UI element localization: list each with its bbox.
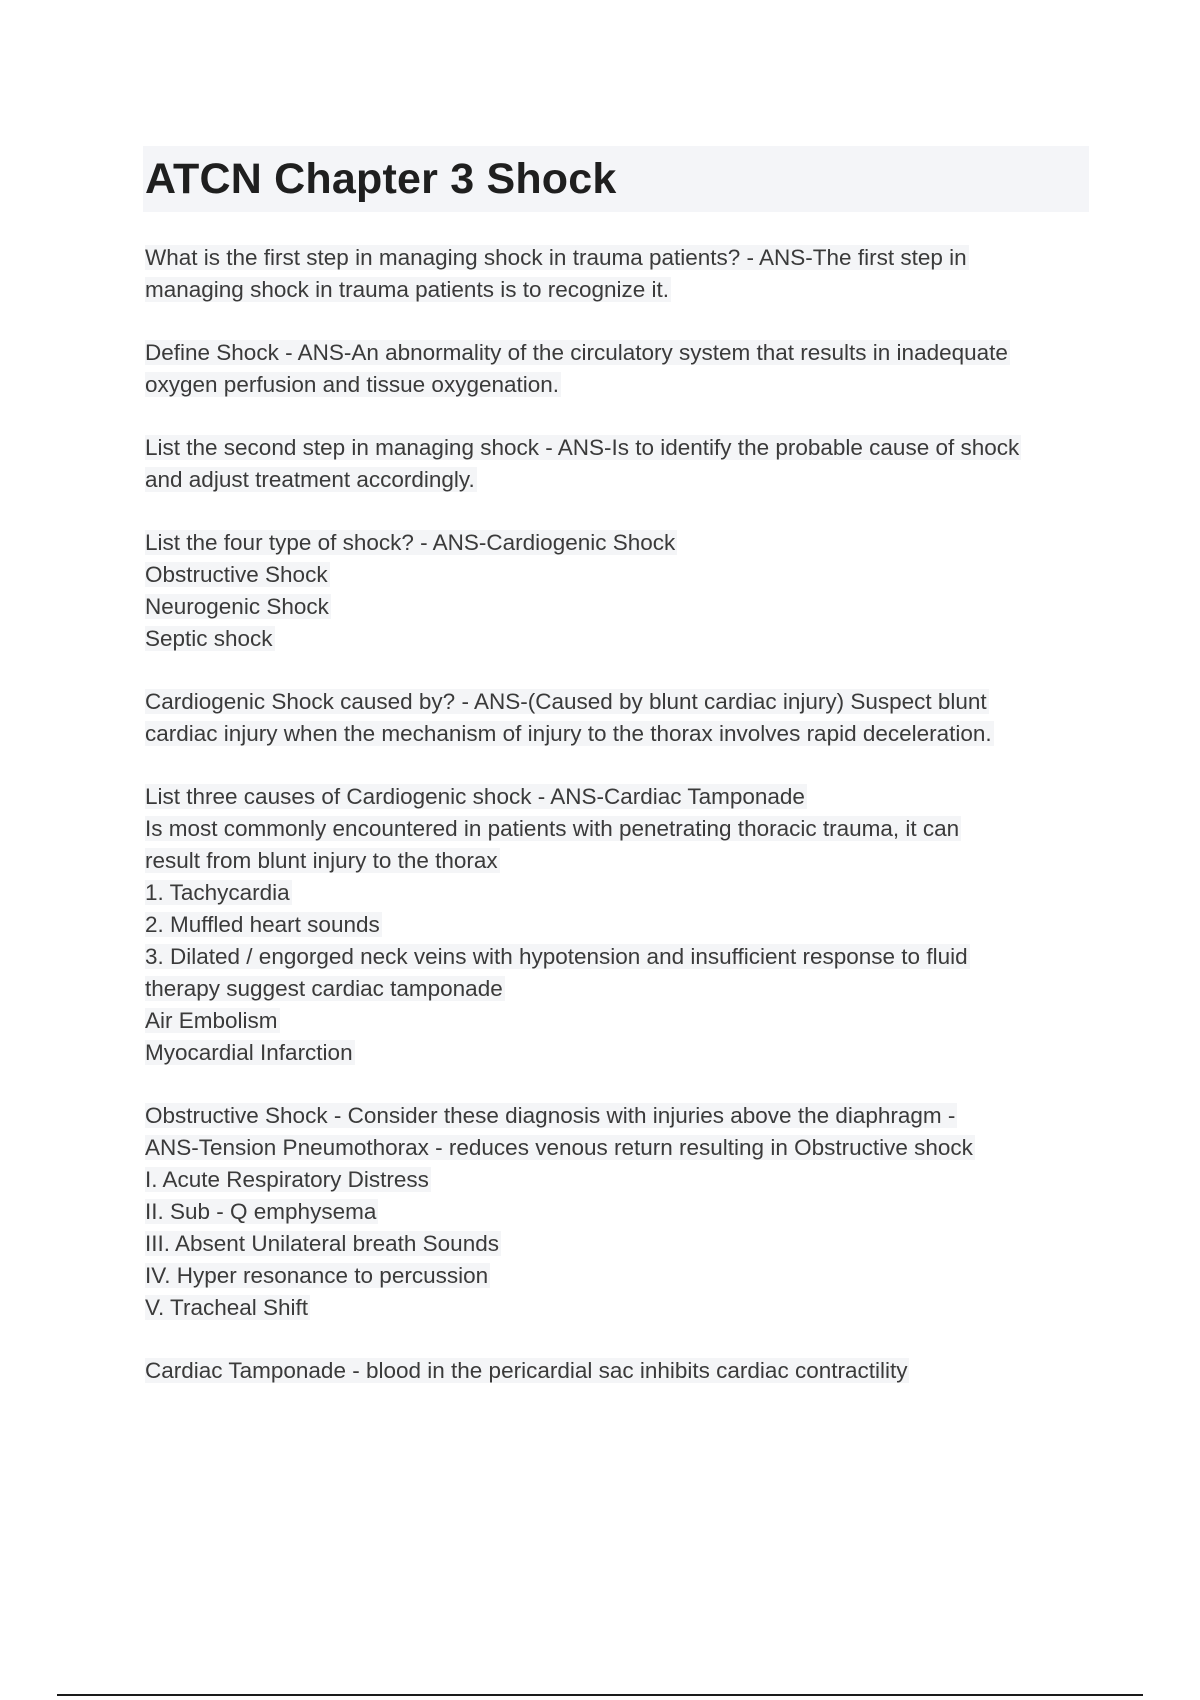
qa-entry [145, 432, 1095, 496]
qa-entry [145, 781, 1095, 1069]
text-line: What is the first step in managing shock in trauma patients? - ANS-The first step in [145, 245, 967, 270]
text-line: Cardiogenic Shock caused by? - ANS-(Caused by blunt cardiac injury) Suspect blunt [145, 689, 987, 714]
page-title: ATCN Chapter 3 Shock [145, 155, 617, 203]
text-line: ANS-Tension Pneumothorax - reduces venous return resulting in Obstructive shock [145, 1135, 973, 1160]
text-line: Myocardial Infarction [145, 1040, 353, 1065]
text-line: oxygen perfusion and tissue oxygenation. [145, 372, 560, 397]
text-line: therapy suggest cardiac tamponade [145, 976, 503, 1001]
text-line: List the four type of shock? - ANS-Cardiogenic Shock [145, 530, 676, 555]
text-line: result from blunt injury to the thorax [145, 848, 498, 873]
qa-entry [145, 1100, 1095, 1324]
text-line: 2. Muffled heart sounds [145, 912, 380, 937]
text-line: V. Tracheal Shift [145, 1295, 309, 1320]
footer-divider [57, 1694, 1143, 1696]
text-line: Neurogenic Shock [145, 594, 329, 619]
text-line: managing shock in trauma patients is to recognize it. [145, 277, 670, 302]
text-line: IV. Hyper resonance to percussion [145, 1263, 489, 1288]
qa-entry [145, 1355, 1095, 1387]
text-line: 1. Tachycardia [145, 880, 290, 905]
qa-entry [145, 242, 1095, 306]
text-line: List the second step in managing shock - ANS-Is to identify the probable cause of shock [145, 435, 1020, 460]
text-line: Define Shock - ANS-An abnormality of the circulatory system that results in inadequate [145, 340, 1008, 365]
qa-entry [145, 337, 1095, 401]
text-line: List three causes of Cardiogenic shock - ANS-Cardiac Tamponade [145, 784, 805, 809]
text-line: III. Absent Unilateral breath Sounds [145, 1231, 499, 1256]
text-line: Obstructive Shock - Consider these diagnosis with injuries above the diaphragm - [145, 1103, 956, 1128]
qa-entry [145, 686, 1095, 750]
text-line: Cardiac Tamponade - blood in the pericardial sac inhibits cardiac contractility [145, 1358, 908, 1383]
qa-entry [145, 527, 1095, 655]
text-line: Air Embolism [145, 1008, 278, 1033]
document-body [145, 242, 1095, 1418]
text-line: 3. Dilated / engorged neck veins with hypotension and insufficient response to fluid [145, 944, 968, 969]
text-line: II. Sub - Q emphysema [145, 1199, 377, 1224]
text-line: Obstructive Shock [145, 562, 328, 587]
text-line: Is most commonly encountered in patients with penetrating thoracic trauma, it can [145, 816, 960, 841]
text-line: and adjust treatment accordingly. [145, 467, 475, 492]
text-line: I. Acute Respiratory Distress [145, 1167, 429, 1192]
text-line: Septic shock [145, 626, 273, 651]
text-line: cardiac injury when the mechanism of injury to the thorax involves rapid deceleration. [145, 721, 992, 746]
